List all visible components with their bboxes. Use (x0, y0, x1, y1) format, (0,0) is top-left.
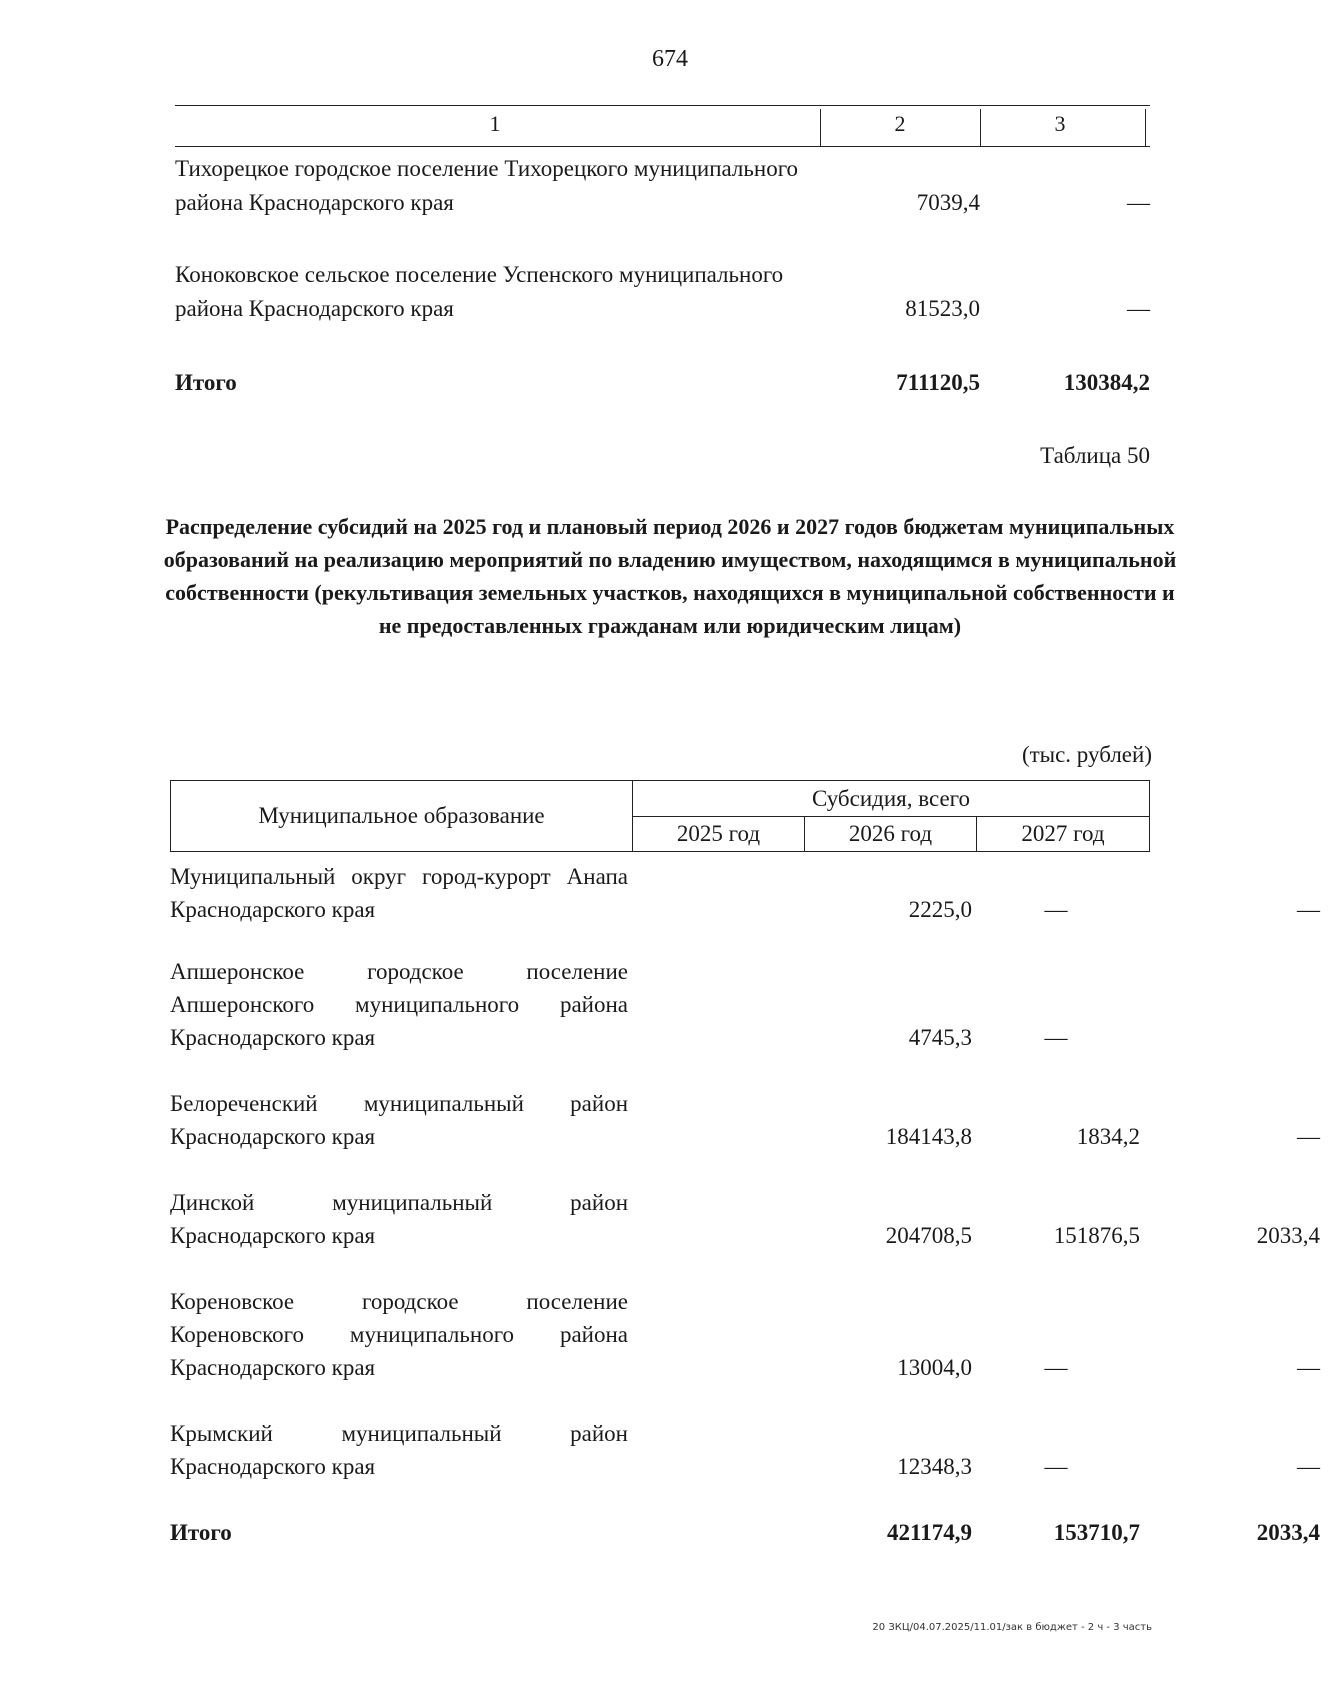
column-header-2025: 2025 год (633, 817, 805, 851)
top-table-col-3: 3 (1054, 111, 1066, 136)
total-value-3: 130384,2 (1063, 370, 1150, 395)
row-value-3: — (1127, 190, 1150, 215)
municipality-name: Кореновское городское поселение Кореновского муниципального района Краснодарского края (170, 1289, 628, 1380)
total-2027: 2033,4 (1256, 1520, 1320, 1545)
units-label: (тыс. рублей) (1021, 742, 1152, 767)
total-2026: 153710,7 (1053, 1520, 1140, 1545)
top-table-col-2: 2 (894, 111, 906, 136)
top-table-row (175, 152, 1150, 222)
top-table-header (175, 105, 1150, 147)
total-label: Итого (170, 1520, 232, 1545)
value-2027: — (1297, 1124, 1320, 1149)
value-2025: 4745,3 (908, 1025, 972, 1050)
column-header-municipality: Муниципальное образование (171, 781, 633, 851)
value-2026: — (1044, 1355, 1068, 1380)
value-2026: — (1044, 1454, 1068, 1479)
value-2027: — (1297, 897, 1320, 922)
table-title: Распределение субсидий на 2025 год и плановый период 2026 и 2027 годов бюджетам муниципальных образований на реализацию мероприятий по владению имуществом, находящимся в муниципальной собственности (рекультивация земельных участков, находящихся в муниципальной собственности и не предоставленных гражданам или юридическим лицам) (163, 514, 1177, 638)
value-2025: 2225,0 (908, 897, 972, 922)
municipality-name: Крымский муниципальный район Краснодарского края (170, 1421, 628, 1479)
column-header-2026: 2026 год (805, 817, 977, 851)
municipality-name: Белореченский муниципальный район Краснодарского края (170, 1091, 628, 1149)
total-value-2: 711120,5 (896, 370, 980, 395)
municipality-name: Динской муниципальный район Краснодарского края (170, 1190, 628, 1248)
table-caption: Таблица 50 (1040, 443, 1150, 468)
value-2026: — (1044, 1025, 1068, 1050)
row-value-3: — (1127, 296, 1150, 321)
value-2027: 2033,4 (1256, 1223, 1320, 1248)
total-label: Итого (175, 370, 237, 395)
municipality-name: Муниципальный округ город-курорт Анапа Краснодарского края (170, 864, 628, 922)
value-2027: — (1297, 1355, 1320, 1380)
row-name: Тихорецкое городское поселение Тихорецкого муниципального района Краснодарского края (175, 156, 799, 215)
value-2025: 12348,3 (897, 1454, 972, 1479)
page-number: 674 (652, 46, 688, 72)
value-2025: 13004,0 (897, 1355, 972, 1380)
total-2025: 421174,9 (887, 1520, 972, 1545)
municipality-name: Апшеронское городское поселение Апшеронского муниципального района Краснодарского края (170, 959, 628, 1050)
value-2027: — (1297, 1454, 1320, 1479)
value-2025: 204708,5 (885, 1223, 972, 1248)
top-table-row (175, 258, 1150, 328)
footer-note: 20 ЗКЦ/04.07.2025/11.01/зак в бюджет - 2 ч - 3 часть (872, 1622, 1152, 1633)
row-name: Коноковское сельское поселение Успенского муниципального района Краснодарского края (175, 262, 784, 321)
row-value-2: 7039,4 (916, 190, 980, 215)
value-2025: 184143,8 (885, 1124, 972, 1149)
value-2026: 151876,5 (1053, 1223, 1140, 1248)
value-2026: 1834,2 (1076, 1124, 1140, 1149)
main-table-header (170, 780, 1150, 852)
top-table-col-1: 1 (489, 111, 501, 136)
row-value-2: 81523,0 (905, 296, 980, 321)
value-2026: — (1044, 897, 1068, 922)
column-group-subsidy: Субсидия, всего (633, 781, 1149, 817)
column-header-2027: 2027 год (1021, 821, 1105, 846)
top-table-total-row (175, 366, 1150, 400)
